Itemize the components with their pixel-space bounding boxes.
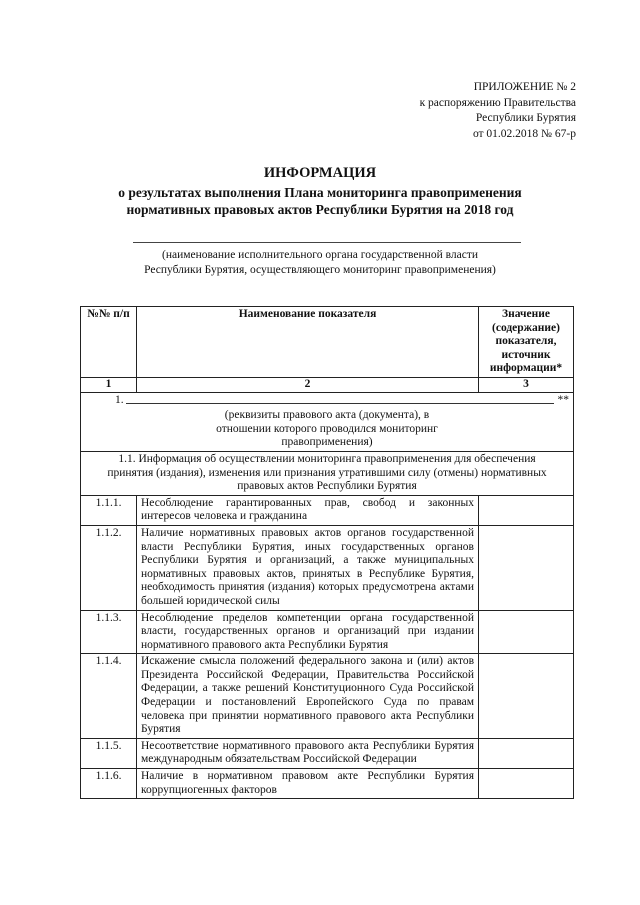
row-indicator: Несоответствие нормативного правового акта Республики Бурятия международным обязательствам Российской Федерации [137,738,479,768]
row-number: 1.1.4. [81,654,137,739]
table-header-row [81,307,574,378]
header-value: Значение (содержание) показателя, источник информации* [479,307,574,378]
appendix-title: ПРИЛОЖЕНИЕ № 2 [473,81,576,93]
title-main: ИНФОРМАЦИЯ [263,165,377,181]
column-number-row [81,378,574,393]
section-1-1-heading: 1.1. Информация об осуществлении мониторинга правоприменения для обеспечения принятия (издания), изменения или признания утратившими силу (отмены) нормативных правовых актов Республики Бурятия [81,451,574,495]
appendix-date-number: от 01.02.2018 № 67-р [472,127,576,140]
row-indicator: Наличие нормативных правовых актов органов государственной власти Республики Бурятия, иных государственных органов Республики Бурятия и организаций, а также муниципальных нормативных правовых актов, принятых в Республике Бурятия, необходимость принятия (издания) которых предусмотрена актами большей юридической силы [137,525,479,610]
table-row [81,738,574,768]
column-number-3: 3 [479,378,574,393]
document-title [0,165,640,218]
appendix-block [420,80,576,142]
table-row [81,495,574,525]
table-row [81,654,574,739]
row-value [479,654,574,739]
row-number: 1.1.6. [81,769,137,799]
table-row [81,769,574,799]
appendix-government: Республики Бурятия [475,112,576,124]
org-caption [0,248,640,278]
row-number: 1.1.2. [81,525,137,610]
row-value [479,738,574,768]
row-value [479,610,574,654]
table-row [81,610,574,654]
section-1-1-row [81,451,574,495]
column-number-2: 2 [137,378,479,393]
column-number-1: 1 [81,378,137,393]
appendix-reference: к распоряжению Правительства [419,96,576,109]
title-subtitle-1: о результатах выполнения Плана мониторинга правоприменения [118,185,522,200]
row-number: 1.1.1. [81,495,137,525]
row-value [479,525,574,610]
row-indicator: Несоблюдение пределов компетенции органа государственной власти, государственных органов и организаций при издании нормативного правового акта Республики Бурятия [137,610,479,654]
table-row [81,525,574,610]
header-number: №№ п/п [81,307,137,378]
row-value [479,495,574,525]
title-subtitle-2: нормативных правовых актов Республики Бурятия на 2018 год [126,202,514,217]
row-value [479,769,574,799]
indicators-table [80,306,574,799]
row-indicator: Несоблюдение гарантированных прав, свобод и законных интересов человека и гражданина [137,495,479,525]
org-caption-line-1: (наименование исполнительного органа государственной власти [161,249,479,261]
act-requisites-line [85,394,569,408]
row-indicator: Наличие в нормативном правовом акте Республики Бурятия коррупциогенных факторов [137,769,479,799]
act-requisites-caption: (реквизиты правового акта (документа), в отношении которого проводился мониторинг правоприменения) [216,409,438,449]
header-indicator: Наименование показателя [137,307,479,378]
section-1-number: 1. [115,393,124,406]
org-fill-line [133,242,521,243]
section-1-footnote-mark: ** [557,393,569,406]
row-number: 1.1.5. [81,738,137,768]
section-1-row [81,392,574,451]
row-number: 1.1.3. [81,610,137,654]
act-requisites-fill [126,403,554,404]
row-indicator: Искажение смысла положений федерального закона и (или) актов Президента Российской Федерации, Правительства Российской Федерации, а также решений Конституционного Суда Российской Федерации и постановлений Европейского Суда по правам человека при принятии нормативного правового акта Республики Бурятия [137,654,479,739]
org-caption-line-2: Республики Бурятия, осуществляющего мониторинг правоприменения) [144,264,496,276]
section-1-cell [81,392,574,451]
